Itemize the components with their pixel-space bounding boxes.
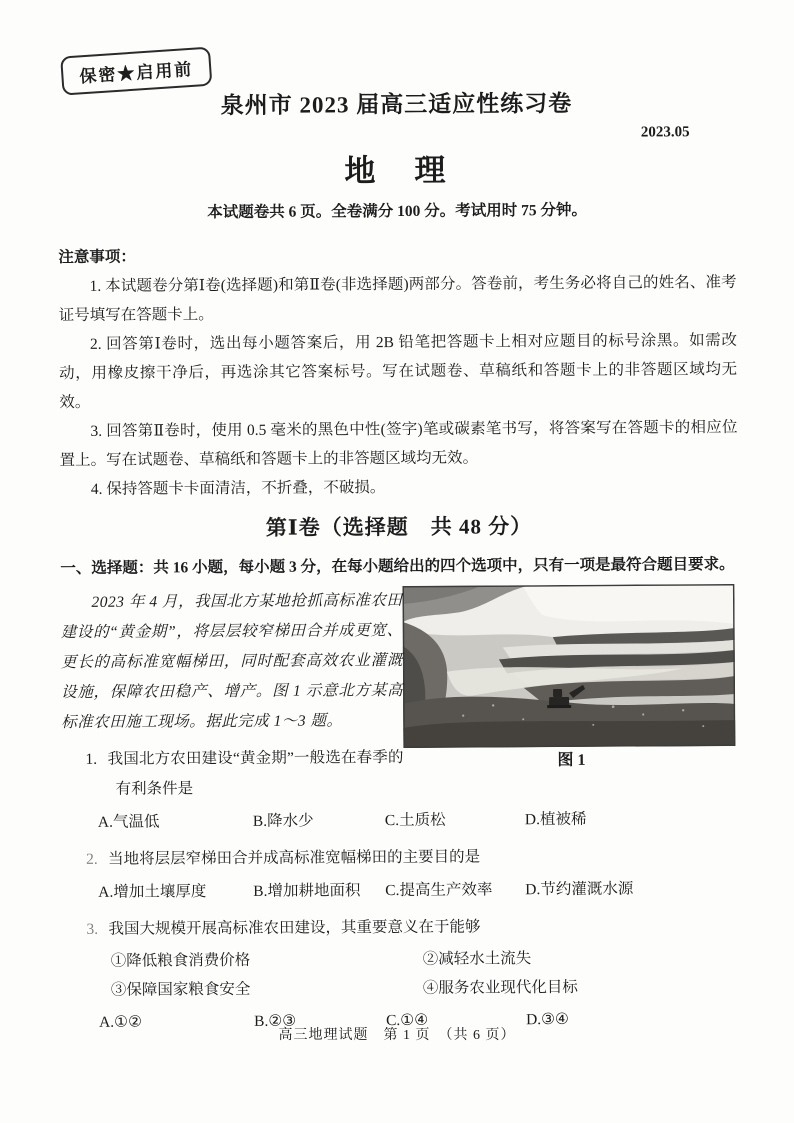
terraced-farmland-construction-photo <box>402 584 735 748</box>
subitem-1: ①降低粮食消费价格 <box>110 951 251 970</box>
subitem-4: ④服务农业现代化目标 <box>422 978 578 997</box>
question-number: 1. <box>85 750 98 768</box>
question-stem: 我国北方农田建设“黄金期”一般选在春季的有利条件是 <box>107 748 404 798</box>
notice-item: 1. 本试题卷分第Ⅰ卷(选择题)和第Ⅱ卷(非选择题)两部分。答卷前，考生务必将自己的姓名、准考证号填写在答题卡上。 <box>58 273 737 325</box>
option-a: A.①② <box>99 1013 143 1031</box>
exam-summary: 本试题卷共 6 页。全卷满分 100 分。考试用时 75 分钟。 <box>207 201 588 222</box>
question-2 <box>86 841 740 875</box>
question-3 <box>86 911 740 945</box>
option-a: A.增加土壤厚度 <box>98 883 207 901</box>
notice-item: 4. 保持答题卡卡面清洁，不折叠，不破损。 <box>90 479 386 498</box>
question-number: 3. <box>86 920 99 938</box>
figure-1 <box>402 584 739 774</box>
section1-instruction: 一、选择题：共 16 小题，每小题 3 分，在每小题给出的四个选项中，只有一项是最符合题目要求。 <box>60 555 735 578</box>
question-number: 2. <box>86 850 98 868</box>
question-stem: 我国大规模开展高标准农田建设，其重要意义在于能够 <box>108 918 481 938</box>
option-c: C.土质松 <box>384 811 446 830</box>
question-stem: 当地将层层窄梯田合并成高标准宽幅梯田的主要目的是 <box>108 848 481 868</box>
notices-heading: 注意事项： <box>58 248 136 267</box>
subject-title: 地 理 <box>344 152 450 189</box>
option-a: A.气温低 <box>97 813 160 831</box>
notices-section <box>58 239 738 504</box>
section1-heading: 第Ⅰ卷（选择题 共 48 分） <box>265 514 533 540</box>
page-content <box>57 0 741 1038</box>
option-d: D.节约灌溉水源 <box>525 880 634 899</box>
option-c: C.提高生产效率 <box>385 881 493 900</box>
question-1-options <box>62 804 740 838</box>
question-2-options <box>62 874 740 908</box>
question-3-subitems <box>63 943 741 1005</box>
figure-caption: 图 1 <box>557 751 586 770</box>
subitem-2: ②减轻水土流失 <box>422 950 532 968</box>
option-b: B.②③ <box>254 1012 297 1030</box>
notice-item: 3. 回答第Ⅱ卷时，使用 0.5 毫米的黑色中性(签字)笔或碳素笔书写，将答案写在答题卡的相应位置上。写在试题卷、草稿纸和答题卡上的非答题区域均无效。 <box>59 418 738 470</box>
option-c: C.①④ <box>386 1011 429 1030</box>
notice-item: 2. 回答第Ⅰ卷时，选出每小题答案后，用 2B 铅笔把答题卡上相对应题目的标号涂黑。如需改动，用橡皮擦干净后，再选涂其它答案标号。写在试题卷、草稿纸和答题卡上的非答题区域均无效。 <box>59 331 738 412</box>
option-b: B.降水少 <box>252 812 314 830</box>
option-b: B.增加耕地面积 <box>253 882 361 900</box>
page-footer: 高三地理试题 第 1 页 （共 6 页） <box>278 1028 516 1043</box>
reading-passage: 2023 年 4 月，我国北方某地抢抓高标准农田建设的“黄金期”，将层层较窄梯田合并成更宽、更长的高标准宽幅梯田，同时配套高效农业灌溉设施，保障农田稳产、增产。图 1 示意北方某高标准农田施工现场。据此完成 1～3 题。 <box>60 591 404 732</box>
option-d: D.植被稀 <box>524 810 587 829</box>
option-d: D.③④ <box>526 1010 569 1029</box>
subitem-3: ③保障国家粮食安全 <box>110 980 251 999</box>
exam-date: 2023.05 <box>640 124 690 141</box>
confidential-stamp: 保密★启用前 <box>60 47 212 96</box>
exam-title: 泉州市 2023 届高三适应性练习卷 <box>220 90 573 119</box>
passage-block <box>60 584 741 1038</box>
